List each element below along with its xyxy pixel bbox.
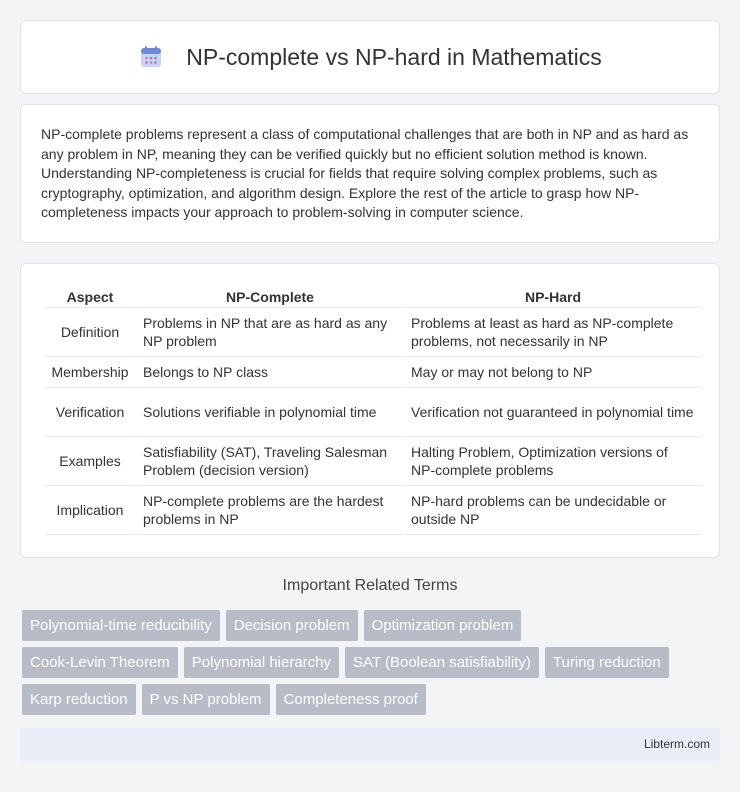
related-terms-list — [22, 610, 722, 721]
header-aspect: Aspect — [45, 286, 135, 308]
tag-polynomial-time-reducibility[interactable]: Polynomial-time reducibility — [22, 610, 220, 641]
tag-turing-reduction[interactable]: Turing reduction — [545, 647, 669, 678]
tag-polynomial-hierarchy[interactable]: Polynomial hierarchy — [184, 647, 339, 678]
table-row — [45, 388, 701, 437]
comparison-table — [43, 286, 703, 535]
tag-decision-problem[interactable]: Decision problem — [226, 610, 358, 641]
intro-card — [20, 104, 720, 243]
tag-row — [22, 647, 722, 678]
calendar-icon — [138, 44, 164, 70]
cell-aspect: Definition — [45, 308, 135, 357]
tag-p-vs-np-problem[interactable]: P vs NP problem — [142, 684, 270, 715]
tag-cook-levin-theorem[interactable]: Cook-Levin Theorem — [22, 647, 178, 678]
cell-aspect: Verification — [45, 388, 135, 437]
cell-np-complete: Satisfiability (SAT), Traveling Salesman Problem (decision version) — [137, 437, 403, 486]
header-card — [20, 20, 720, 94]
cell-aspect: Implication — [45, 486, 135, 535]
tag-row — [22, 684, 722, 715]
tag-completeness-proof[interactable]: Completeness proof — [276, 684, 426, 715]
table-header-row — [45, 286, 701, 308]
cell-np-hard: Problems at least as hard as NP-complete problems, not necessarily in NP — [405, 308, 701, 357]
cell-np-hard: Halting Problem, Optimization versions of NP-complete problems — [405, 437, 701, 486]
cell-np-complete: Problems in NP that are as hard as any NP problem — [137, 308, 403, 357]
cell-np-complete: Solutions verifiable in polynomial time — [137, 388, 403, 437]
footer-site-link[interactable]: Libterm.com — [643, 737, 710, 751]
related-terms-title: Important Related Terms — [282, 577, 458, 594]
tag-row — [22, 610, 722, 641]
tag-optimization-problem[interactable]: Optimization problem — [364, 610, 522, 641]
tag-karp-reduction[interactable]: Karp reduction — [22, 684, 136, 715]
header-np-complete: NP-Complete — [137, 286, 403, 308]
table-row — [45, 437, 701, 486]
page-title: NP-complete vs NP-hard in Mathematics — [186, 43, 602, 70]
header-np-hard: NP-Hard — [405, 286, 701, 308]
cell-aspect: Membership — [45, 357, 135, 388]
tag-sat[interactable]: SAT (Boolean satisfiability) — [345, 647, 539, 678]
cell-np-complete: Belongs to NP class — [137, 357, 403, 388]
cell-np-hard: NP-hard problems can be undecidable or outside NP — [405, 486, 701, 535]
cell-aspect: Examples — [45, 437, 135, 486]
table-row — [45, 486, 701, 535]
cell-np-hard: May or may not belong to NP — [405, 357, 701, 388]
footer — [20, 728, 720, 761]
table-row — [45, 357, 701, 388]
cell-np-hard: Verification not guaranteed in polynomial time — [405, 388, 701, 437]
cell-np-complete: NP-complete problems are the hardest problems in NP — [137, 486, 403, 535]
table-row — [45, 308, 701, 357]
comparison-table-card — [20, 263, 720, 558]
intro-paragraph: NP-complete problems represent a class of computational challenges that are both in NP and as hard as any problem in NP, meaning they can be verified quickly but no efficient solution method is known. Understanding NP-completeness is crucial for fields that require solving complex problems, such as cryptography, optimization, and algorithm design. Explore the rest of the article to grasp how NP-completeness impacts your approach to problem-solving in computer science. — [41, 126, 689, 221]
